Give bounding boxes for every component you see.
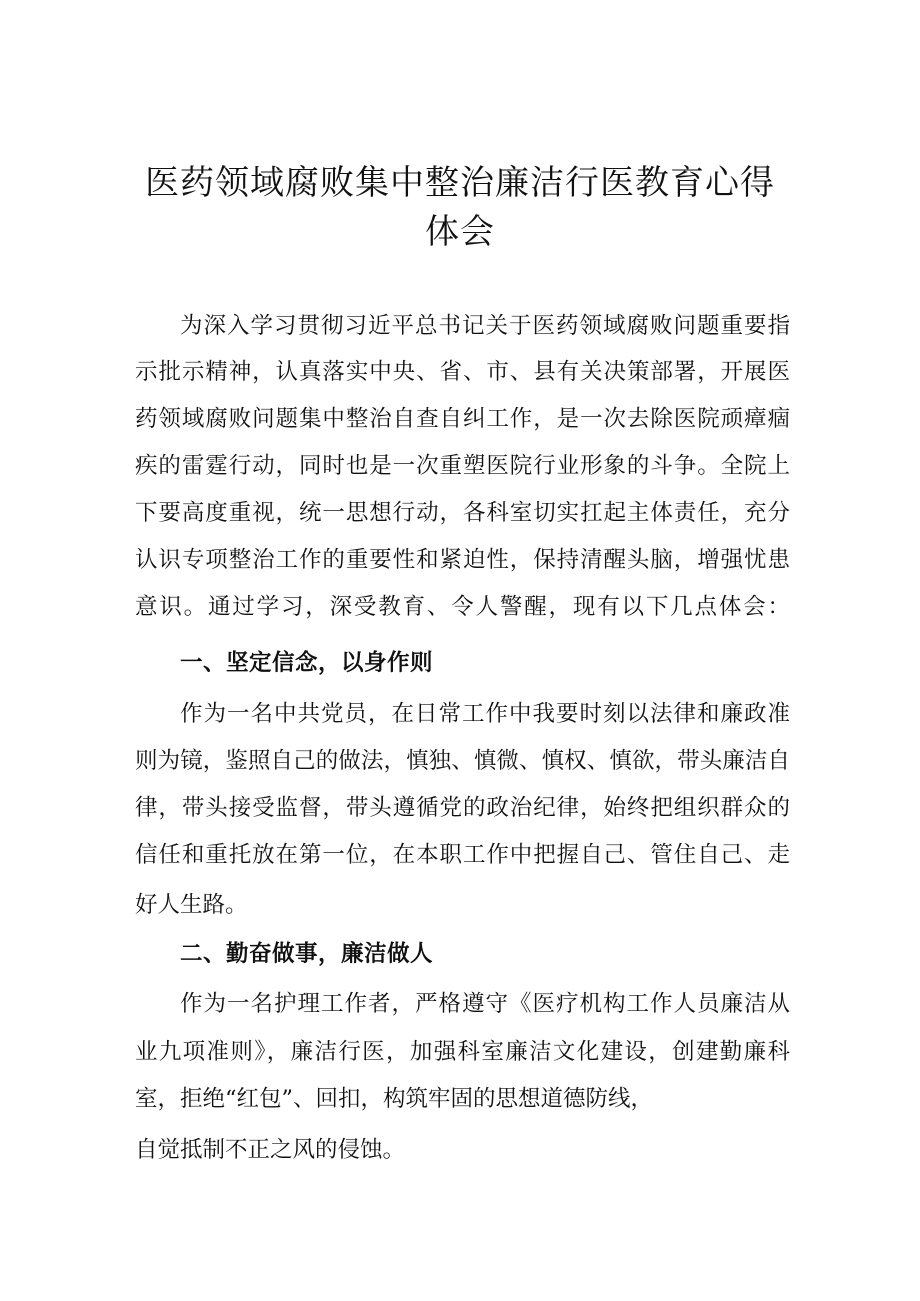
section1-line: 作为一名中共党员，在日常工作中我要时刻以法律和廉政准 — [180, 701, 790, 727]
section1-line: 好人生路。 — [135, 892, 248, 918]
intro-line: 疾的雷霆行动，同时也是一次重塑医院行业形象的斗争。全院上 — [135, 453, 790, 479]
document-title-line-2: 体会 — [425, 212, 495, 252]
intro-line: 下要高度重视，统一思想行动，各科室切实扛起主体责任，充分 — [135, 500, 790, 526]
section2-line: 室，拒绝“红包”、回扣，构筑牢固的思想道德防线， — [135, 1086, 654, 1112]
section1-line: 则为镜，鉴照自己的做法，慎独、慎微、慎权、慎欲，带头廉洁自 — [135, 748, 790, 774]
section-heading-1: 一、坚定信念，以身作则 — [180, 650, 434, 676]
section-heading-2: 二、勤奋做事，廉洁做人 — [180, 941, 434, 967]
section1-line: 信任和重托放在第一位，在本职工作中把握自己、管住自己、走 — [135, 842, 790, 868]
section2-line: 业九项准则》，廉洁行医，加强科室廉洁文化建设，创建勤廉科 — [135, 1039, 790, 1065]
document-title-line-1: 医药领域腐败集中整治廉洁行医教育心得 — [145, 163, 775, 203]
section1-line: 律，带头接受监督，带头遵循党的政治纪律，始终把组织群众的 — [135, 795, 790, 821]
intro-line: 示批示精神，认真落实中央、省、市、县有关决策部署，开展医 — [135, 359, 790, 385]
intro-line: 为深入学习贯彻习近平总书记关于医药领域腐败问题重要指 — [180, 313, 790, 339]
section2-line: 自觉抵制不正之风的侵蚀。 — [135, 1137, 406, 1163]
intro-line: 药领域腐败问题集中整治自查自纠工作，是一次去除医院顽瘴痼 — [135, 406, 790, 432]
intro-line: 意识。通过学习，深受教育、令人警醒，现有以下几点体会： — [135, 594, 790, 620]
section2-line: 作为一名护理工作者，严格遵守《医疗机构工作人员廉洁从 — [180, 991, 790, 1017]
intro-line: 认识专项整治工作的重要性和紧迫性，保持清醒头脑，增强忧患 — [135, 547, 790, 573]
